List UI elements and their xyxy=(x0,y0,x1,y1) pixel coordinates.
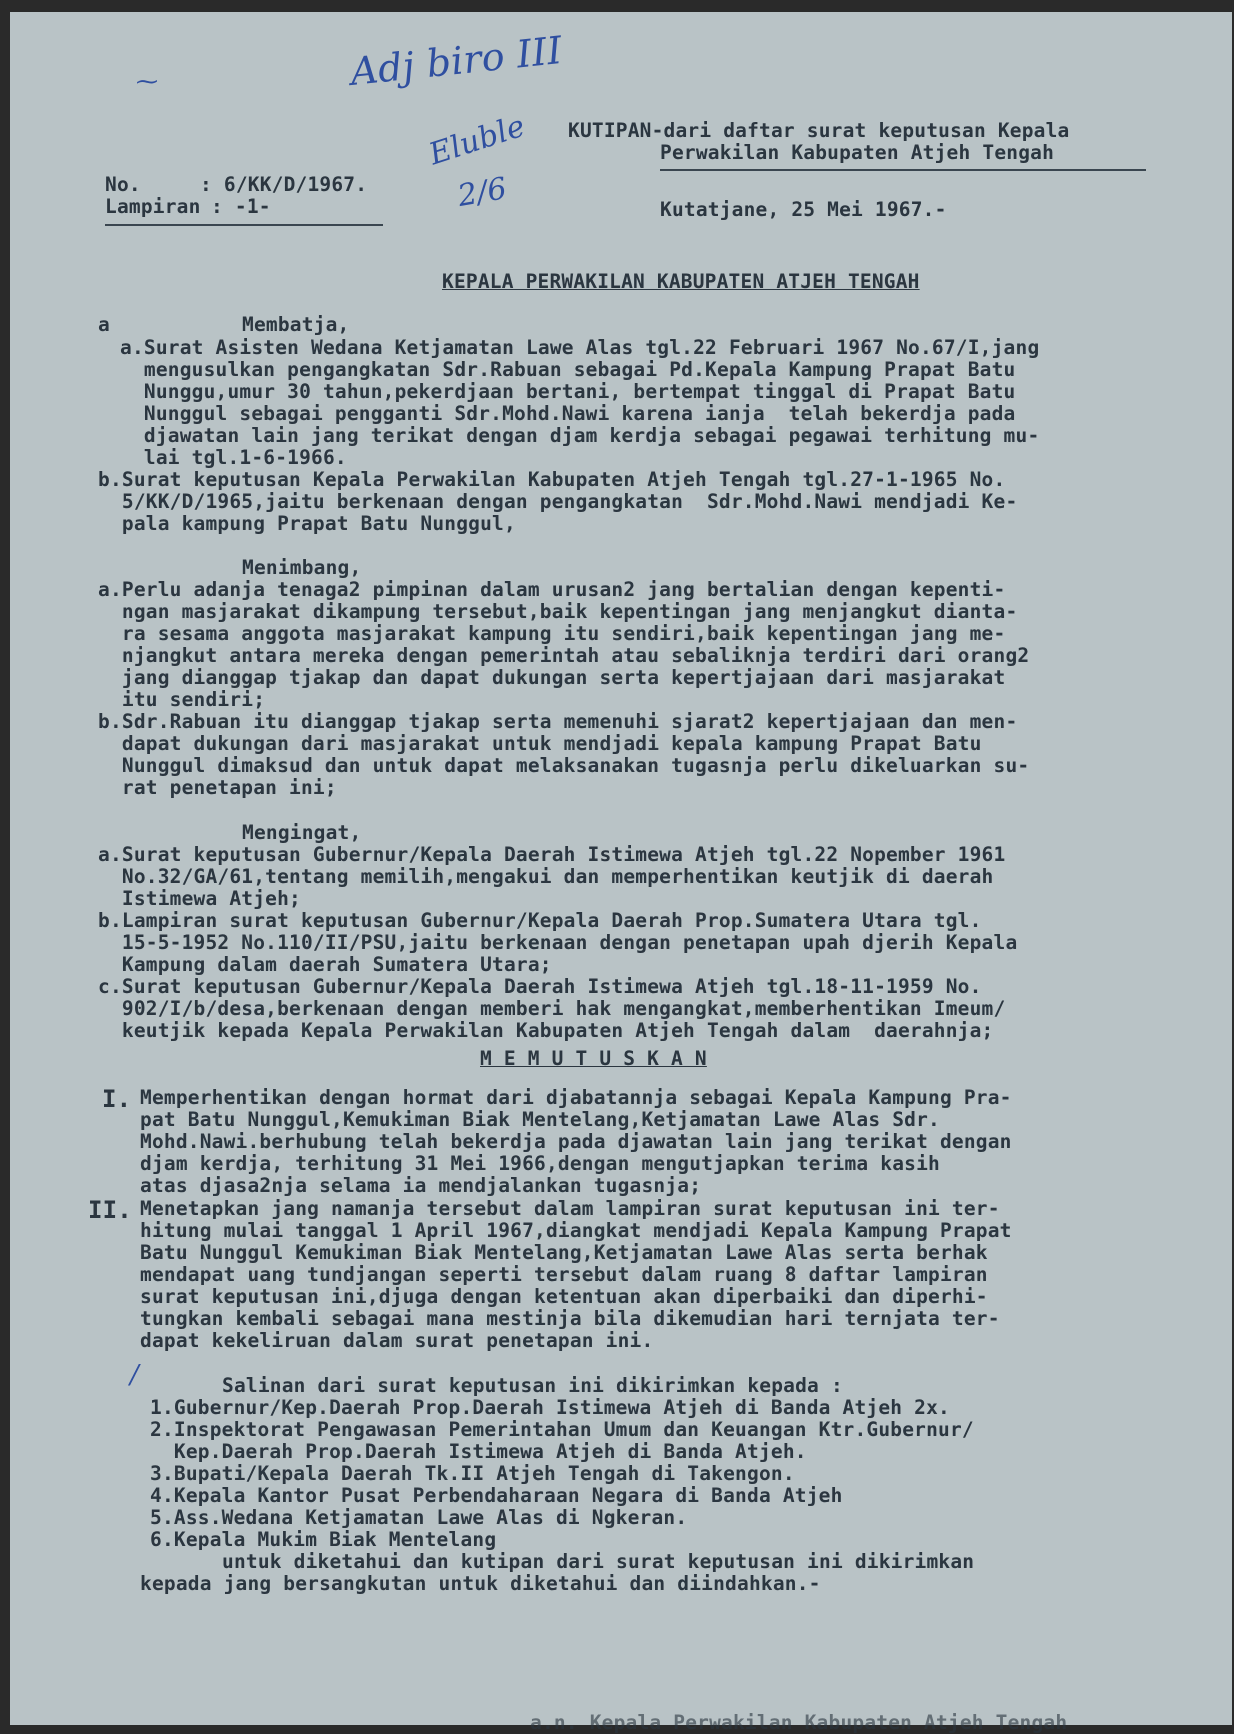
menimbang-line: b.Sdr.Rabuan itu dianggap tjakap serta memenuhi sjarat2 kepertjajaan dan men- xyxy=(98,710,1018,733)
salinan-heading: Salinan dari surat keputusan ini dikirimkan kepada : xyxy=(222,1374,843,1397)
no-underline xyxy=(105,224,383,226)
menimbang-line: ngan masjarakat dikampung tersebut,baik kepentingan jang menjangkut dianta- xyxy=(98,600,1018,623)
item-1-line: pat Batu Nunggul,Kemukiman Biak Mentelang,Ketjamatan Lawe Alas Sdr. xyxy=(140,1108,940,1131)
salinan-line: 3.Bupati/Kepala Daerah Tk.II Atjeh Tengah di Takengon. xyxy=(150,1462,795,1485)
place-date: Kutatjane, 25 Mei 1967.- xyxy=(660,198,947,221)
item-1-line: djam kerdja, terhitung 31 Mei 1966,dengan mengutjapkan terima kasih xyxy=(140,1152,940,1175)
item-2-line: surat keputusan ini,djuga dengan ketentuan akan diperbaiki dan diperhi- xyxy=(140,1285,988,1308)
menimbang-heading: Menimbang, xyxy=(242,556,362,579)
membatja-line: mengusulkan pengangkatan Sdr.Rabuan sebagai Pd.Kepala Kampung Prapat Batu xyxy=(120,358,1016,381)
memutuskan-heading: M E M U T U S K A N xyxy=(480,1047,707,1070)
item-2-line: hitung mulai tanggal 1 April 1967,diangkat mendjadi Kepala Kampung Prapat xyxy=(140,1219,1012,1242)
membatja-line: b.Surat keputusan Kepala Perwakilan Kabupaten Atjeh Tengah tgl.27-1-1965 No. xyxy=(98,468,1006,491)
salinan-closing-line: kepada jang bersangkutan untuk diketahui dan diindahkan.- xyxy=(140,1572,821,1595)
mengingat-line: 15-5-1952 No.110/II/PSU,jaitu berkenaan dengan penetapan upah djerih Kepala xyxy=(98,931,1018,954)
salinan-line: 5.Ass.Wedana Ketjamatan Lawe Alas di Ngkeran. xyxy=(150,1506,688,1529)
membatja-line: djawatan lain jang terikat dengan djam kerdja sebagai pegawai terhitung mu- xyxy=(120,424,1040,447)
membatja-line: 5/KK/D/1965,jaitu berkenaan dengan pengangkatan Sdr.Mohd.Nawi mendjadi Ke- xyxy=(98,490,1018,513)
menimbang-line: ra sesama anggota masjarakat kampung itu sendiri,baik kepentingan jang me- xyxy=(98,622,1006,645)
mengingat-line: 902/I/b/desa,berkenaan dengan memberi hak mengangkat,memberhentikan Imeum/ xyxy=(98,997,1006,1020)
salinan-line: 2.Inspektorat Pengawasan Pemerintahan Umum dan Keuangan Ktr.Gubernur/ xyxy=(150,1418,974,1441)
item-1-number: I. xyxy=(102,1085,132,1113)
membatja-line: pala kampung Prapat Batu Nunggul, xyxy=(98,512,516,535)
salinan-line: 6.Kepala Mukim Biak Mentelang xyxy=(150,1528,497,1551)
item-2-line: mendapat uang tundjangan seperti tersebut dalam ruang 8 daftar lampiran xyxy=(140,1263,988,1286)
membatja-line: Nunggul sebagai pengganti Sdr.Mohd.Nawi karena ianja telah bekerdja pada xyxy=(120,402,1016,425)
lampiran-value: : -1- xyxy=(211,195,271,218)
footer-partial-signature-line: a.n. Kepala Perwakilan Kabupaten Atjeh Tengah xyxy=(530,1711,1068,1734)
section-marker: a xyxy=(98,313,110,336)
salinan-closing-line: untuk diketahui dan kutipan dari surat keputusan ini dikirimkan xyxy=(222,1550,975,1573)
membatja-line: a.Surat Asisten Wedana Ketjamatan Lawe Alas tgl.22 Februari 1967 No.67/I,jang xyxy=(120,336,1040,359)
menimbang-line: njangkut antara mereka dengan pemerintah atau sebaliknja terdiri dari orang2 xyxy=(98,644,1030,667)
menimbang-line: rat penetapan ini; xyxy=(98,776,337,799)
mengingat-line: keutjik kepada Kepala Perwakilan Kabupaten Atjeh Tengah dalam daerahnja; xyxy=(98,1019,994,1042)
mengingat-line: a.Surat keputusan Gubernur/Kepala Daerah Istimewa Atjeh tgl.22 Nopember 1961 xyxy=(98,843,1006,866)
handwritten-side-note-2: 2/6 xyxy=(455,171,510,214)
handwritten-top-note: Adj biro III xyxy=(348,28,565,94)
membatja-line: Nunggu,umur 30 tahun,pekerdjaan bertani, bertempat tinggal di Prapat Batu xyxy=(120,380,1016,403)
membatja-line: lai tgl.1-6-1966. xyxy=(120,446,347,469)
item-2-line: dapat kekeliruan dalam surat penetapan ini. xyxy=(140,1329,654,1352)
handwritten-side-note-1: Eluble xyxy=(424,108,530,173)
page-title: KEPALA PERWAKILAN KABUPATEN ATJEH TENGAH xyxy=(442,270,920,293)
menimbang-line: itu sendiri; xyxy=(98,688,266,711)
item-2-line: tungkan kembali sebagai mana mestinja bila dikemudian hari ternjata ter- xyxy=(140,1307,1000,1330)
item-1-line: Mohd.Nawi.berhubung telah bekerdja pada djawatan lain jang terikat dengan xyxy=(140,1130,1012,1153)
membatja-heading: Membatja, xyxy=(242,313,350,336)
mengingat-line: Kampung dalam daerah Sumatera Utara; xyxy=(98,953,552,976)
item-2-line: Batu Nunggul Kemukiman Biak Mentelang,Ketjamatan Lawe Alas serta berhak xyxy=(140,1241,988,1264)
menimbang-line: jang dianggap tjakap dan dapat dukungan serta kepertjajaan dari masjarakat xyxy=(98,666,1006,689)
menimbang-line: Nunggul dimaksud dan untuk dapat melaksanakan tugasnja perlu dikeluarkan su- xyxy=(98,754,1030,777)
mengingat-line: Istimewa Atjeh; xyxy=(98,887,301,910)
no-value: : 6/KK/D/1967. xyxy=(200,173,368,196)
item-1-line: Memperhentikan dengan hormat dari djabatannja sebagai Kepala Kampung Pra- xyxy=(140,1086,1012,1109)
kutipan-line-2: Perwakilan Kabupaten Atjeh Tengah xyxy=(660,141,1055,164)
item-2-number: II. xyxy=(88,1196,132,1224)
document-page xyxy=(10,12,1232,1734)
mengingat-line: b.Lampiran surat keputusan Gubernur/Kepala Daerah Prop.Sumatera Utara tgl. xyxy=(98,909,982,932)
mengingat-line: c.Surat keputusan Gubernur/Kepala Daerah Istimewa Atjeh tgl.18-11-1959 No. xyxy=(98,975,982,998)
mengingat-heading: Mengingat, xyxy=(242,821,362,844)
kutipan-line-1: KUTIPAN-dari daftar surat keputusan Kepala xyxy=(568,119,1070,142)
kutipan-underline xyxy=(660,169,1146,171)
item-2-line: Menetapkan jang namanja tersebut dalam lampiran surat keputusan ini ter- xyxy=(140,1197,1000,1220)
salinan-line: 4.Kepala Kantor Pusat Perbendaharaan Negara di Banda Atjeh xyxy=(150,1484,843,1507)
mengingat-line: No.32/GA/61,tentang memilih,mengakui dan memperhentikan keutjik di daerah xyxy=(98,865,994,888)
salinan-line: Kep.Daerah Prop.Daerah Istimewa Atjeh di Banda Atjeh. xyxy=(150,1440,807,1463)
salinan-line: 1.Gubernur/Kep.Daerah Prop.Daerah Istimewa Atjeh di Banda Atjeh 2x. xyxy=(150,1396,950,1419)
menimbang-line: dapat dukungan dari masjarakat untuk mendjadi kepala kampung Prapat Batu xyxy=(98,732,982,755)
menimbang-line: a.Perlu adanja tenaga2 pimpinan dalam urusan2 jang bertalian dengan kepenti- xyxy=(98,578,1006,601)
lampiran-label: Lampiran xyxy=(105,195,201,218)
handwritten-mark: ⁓ xyxy=(136,70,159,95)
no-label: No. xyxy=(105,173,141,196)
item-1-line: atas djasa2nja selama ia mendjalankan tugasnja; xyxy=(140,1174,702,1197)
handwritten-check-mark: / xyxy=(130,1360,139,1390)
